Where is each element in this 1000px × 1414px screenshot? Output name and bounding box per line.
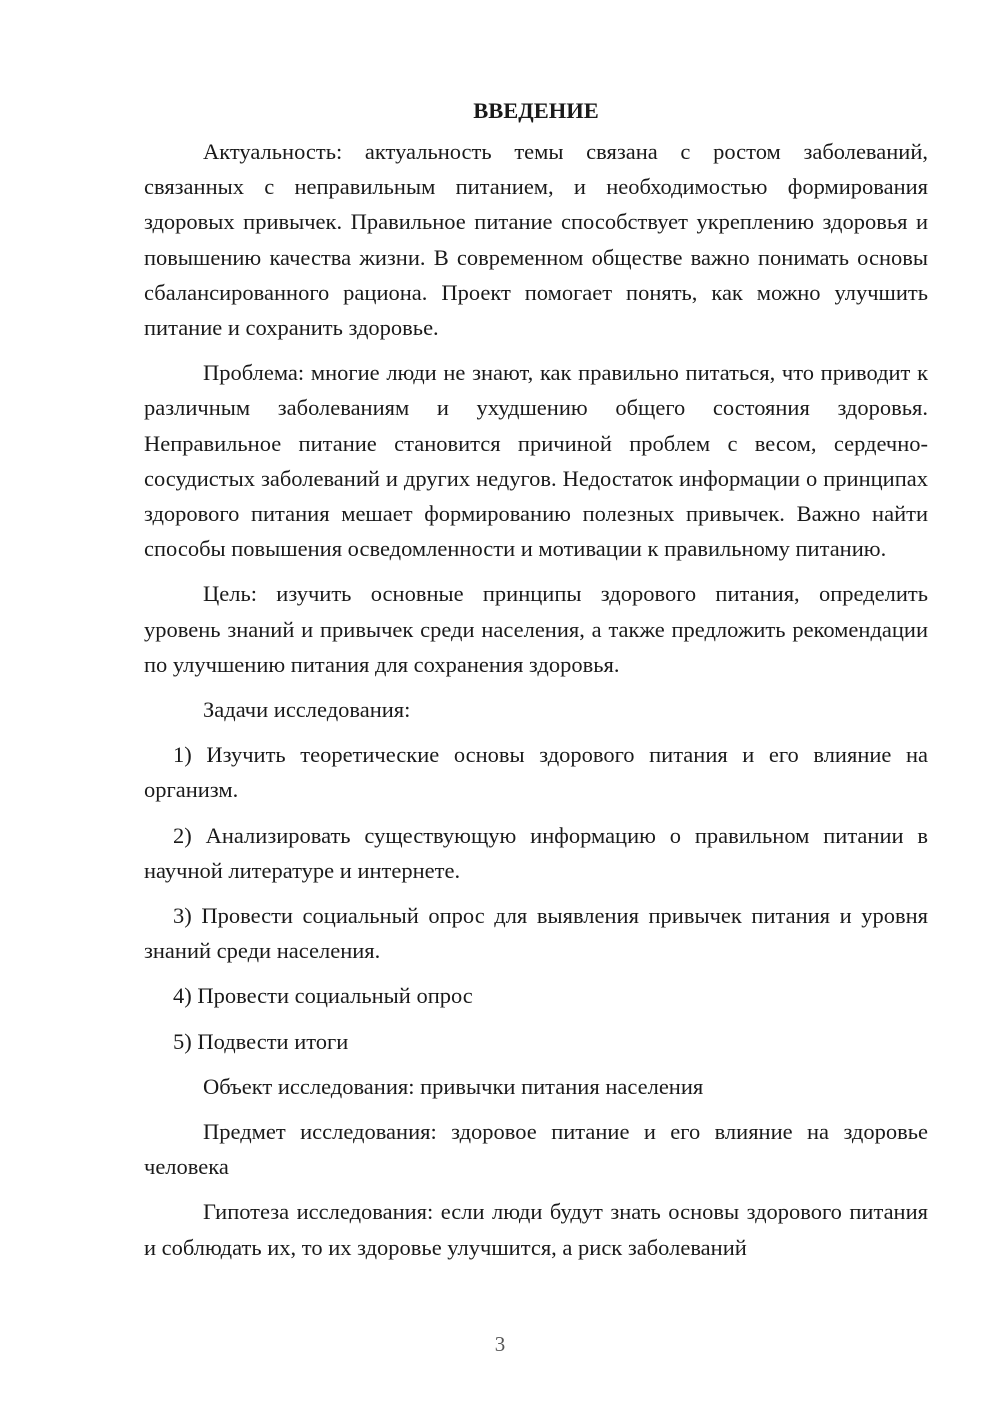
page-content: [144, 96, 928, 1265]
section-title: ВВЕДЕНИЕ: [473, 98, 599, 123]
page-number: 3: [494, 1332, 506, 1356]
relevance-paragraph: Актуальность: актуальность темы связана с ростом заболеваний, связанных с неправильным питанием, и необходимостью формирования здоровых привычек. Правильное питание способствует укреплению здоровья и повышению качества жизни. В современном обществе важно понимать основы сбалансированного рациона. Проект помогает понять, как можно улучшить питание и сохранить здоровье.: [144, 139, 928, 341]
task-item-4: 4) Провести социальный опрос: [173, 983, 473, 1009]
goal-paragraph: Цель: изучить основные принципы здорового питания, определить уровень знаний и привычек среди населения, а также предложить рекомендации по улучшению питания для сохранения здоровья.: [144, 581, 928, 677]
task-item-3: 3) Провести социальный опрос для выявления привычек питания и уровня знаний среди населения.: [144, 903, 928, 964]
task-item-2: 2) Анализировать существующую информацию о правильном питании в научной литературе и интернете.: [144, 822, 928, 883]
hypothesis-paragraph: Гипотеза исследования: если люди будут знать основы здорового питания и соблюдать их, то их здоровье улучшится, а риск заболеваний: [144, 1199, 928, 1260]
task-item-5: 5) Подвести итоги: [173, 1028, 349, 1054]
research-object-paragraph: Объект исследования: привычки питания населения: [203, 1073, 704, 1099]
research-subject-paragraph: Предмет исследования: здоровое питание и его влияние на здоровье человека: [144, 1119, 928, 1180]
task-item-1: 1) Изучить теоретические основы здорового питания и его влияние на организм.: [144, 742, 928, 803]
tasks-heading: Задачи исследования:: [203, 697, 411, 723]
problem-paragraph: Проблема: многие люди не знают, как правильно питаться, что приводит к различным заболеваниям и ухудшению общего состояния здоровья. Неправильное питание становится причиной проблем с весом, сердечно-сосудистых заболеваний и других недугов. Недостаток информации о принципах здорового питания мешает формированию полезных привычек. Важно найти способы повышения осведомленности и мотивации к правильному питанию.: [144, 360, 928, 562]
